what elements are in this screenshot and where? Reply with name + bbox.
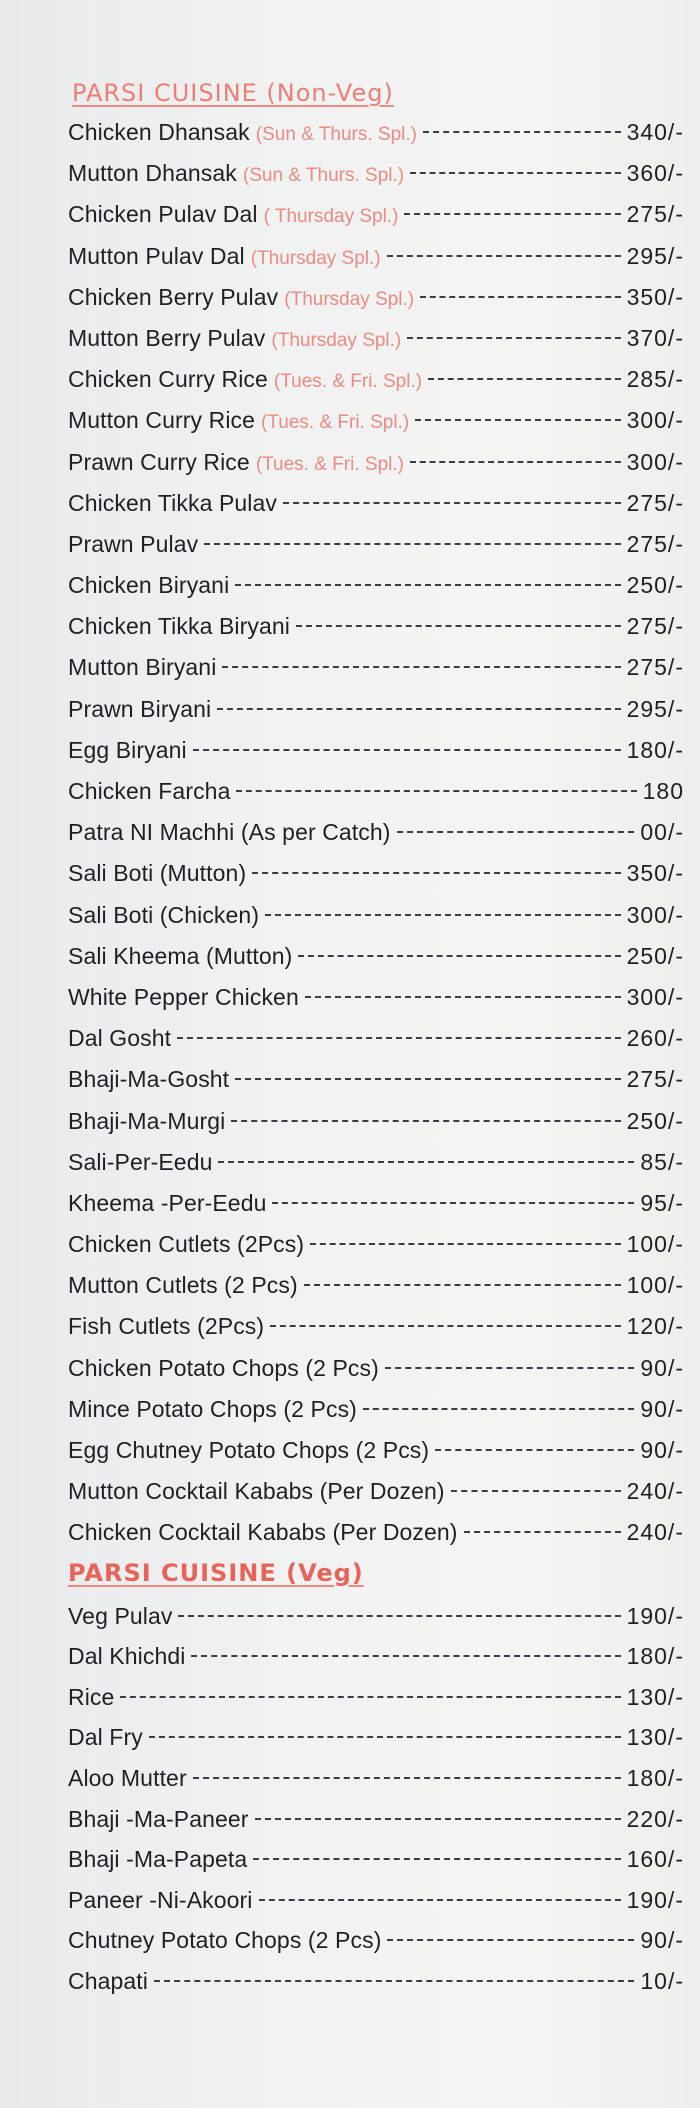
menu-item-price: 300/- bbox=[626, 901, 684, 928]
dotted-leader bbox=[193, 1777, 621, 1779]
menu-item-price: 275/- bbox=[626, 489, 684, 516]
menu-item-note: (Thursday Spl.) bbox=[271, 329, 402, 351]
menu-item-note: (Thursday Spl.) bbox=[284, 288, 415, 310]
section-title-non-veg: PARSI CUISINE (Non-Veg) bbox=[72, 79, 394, 107]
menu-item bbox=[68, 1018, 684, 1059]
menu-item bbox=[68, 977, 684, 1018]
menu-item-price: 95/- bbox=[640, 1189, 684, 1216]
menu-item-price: 180/- bbox=[626, 1764, 684, 1791]
dotted-leader bbox=[222, 666, 620, 668]
section-veg bbox=[68, 1554, 684, 2002]
menu-item-price: 190/- bbox=[626, 1602, 684, 1629]
menu-item bbox=[68, 1636, 684, 1677]
dotted-leader bbox=[231, 1120, 620, 1122]
menu-item-name: Veg Pulav bbox=[68, 1602, 173, 1629]
menu-item-price: 285/- bbox=[626, 366, 684, 393]
menu-item bbox=[68, 1677, 684, 1718]
dotted-leader bbox=[193, 749, 621, 751]
menu-item-price: 160/- bbox=[626, 1846, 684, 1873]
dotted-leader bbox=[397, 831, 635, 833]
dotted-leader bbox=[120, 1696, 620, 1698]
menu-item-price: 350/- bbox=[626, 860, 684, 887]
menu-item-name: Egg Biryani bbox=[68, 736, 187, 763]
dotted-leader bbox=[283, 502, 621, 504]
menu-item-name: Prawn Pulav bbox=[68, 530, 199, 557]
menu-item bbox=[68, 483, 684, 524]
dotted-leader bbox=[310, 1243, 620, 1245]
menu-item-name: Dal Fry bbox=[68, 1724, 143, 1751]
section-title-veg: PARSI CUISINE (Veg) bbox=[68, 1558, 364, 1587]
menu-item-price: 180/- bbox=[626, 736, 684, 763]
dotted-leader bbox=[270, 1325, 620, 1327]
dotted-leader bbox=[204, 543, 620, 545]
dotted-leader bbox=[235, 584, 620, 586]
menu-item bbox=[68, 730, 684, 771]
dotted-leader bbox=[235, 1078, 620, 1080]
dotted-leader bbox=[265, 914, 620, 916]
menu-item-name: Rice bbox=[68, 1683, 115, 1710]
dotted-leader bbox=[154, 1980, 634, 1982]
menu-item-price: 190/- bbox=[626, 1886, 684, 1913]
dotted-leader bbox=[177, 1037, 620, 1039]
menu-item-name: Prawn Biryani bbox=[68, 695, 212, 722]
menu-item-price: 130/- bbox=[626, 1683, 684, 1710]
menu-item-price: 250/- bbox=[626, 1107, 684, 1134]
menu-item-price: 295/- bbox=[626, 242, 684, 269]
menu-item-name: Mutton Berry Pulav bbox=[68, 324, 266, 351]
menu-item bbox=[68, 1839, 684, 1880]
menu-item-name: Chicken Pulav Dal bbox=[68, 201, 258, 228]
dotted-leader bbox=[191, 1655, 620, 1657]
menu-item-name: Egg Chutney Potato Chops (2 Pcs) bbox=[68, 1437, 430, 1463]
dotted-leader bbox=[218, 1161, 634, 1163]
menu-item bbox=[68, 1799, 684, 1840]
menu-item bbox=[68, 565, 684, 606]
menu-item-price: 220/- bbox=[626, 1805, 684, 1832]
menu-item bbox=[68, 236, 684, 277]
menu-item bbox=[68, 689, 684, 730]
dotted-leader bbox=[451, 1490, 621, 1492]
menu-item bbox=[68, 1758, 684, 1799]
dotted-leader bbox=[423, 131, 621, 133]
menu-item-name: Chicken Potato Chops (2 Pcs) bbox=[68, 1354, 379, 1381]
dotted-leader bbox=[363, 1408, 634, 1410]
menu-item-price: 340/- bbox=[626, 119, 684, 145]
dotted-leader bbox=[217, 708, 620, 710]
menu-item bbox=[68, 1717, 684, 1758]
menu-item-price: 240/- bbox=[626, 1478, 684, 1505]
menu-item-price: 260/- bbox=[626, 1025, 684, 1052]
menu-item-name: Paneer -Ni-Akoori bbox=[68, 1886, 253, 1913]
menu-item-name: Mutton Pulav Dal bbox=[68, 242, 245, 269]
dotted-leader bbox=[464, 1531, 621, 1533]
menu-item-name: Mutton Cutlets (2 Pcs) bbox=[68, 1272, 298, 1299]
menu-list-veg bbox=[68, 1596, 684, 2002]
dotted-leader bbox=[236, 790, 636, 792]
dotted-leader bbox=[296, 625, 621, 627]
section-non-veg bbox=[68, 74, 684, 1554]
menu-item bbox=[68, 1265, 684, 1306]
menu-item-price: 130/- bbox=[626, 1724, 684, 1751]
menu-item bbox=[68, 400, 684, 441]
menu-item bbox=[68, 442, 684, 483]
menu-item-name: Sali Boti (Mutton) bbox=[68, 860, 247, 887]
menu-item bbox=[68, 1183, 684, 1224]
dotted-leader bbox=[298, 955, 620, 957]
menu-item bbox=[68, 771, 684, 812]
menu-item bbox=[68, 318, 684, 359]
menu-item-price: 90/- bbox=[640, 1395, 684, 1422]
dotted-leader bbox=[305, 996, 621, 998]
menu-item-price: 300/- bbox=[626, 407, 684, 434]
menu-item-name: Chicken Berry Pulav bbox=[68, 283, 279, 310]
menu-item-price: 360/- bbox=[626, 160, 684, 187]
menu-item bbox=[68, 812, 684, 853]
menu-item-name: Sali Kheema (Mutton) bbox=[68, 942, 293, 969]
menu-item bbox=[68, 1224, 684, 1265]
menu-item-price: 350/- bbox=[626, 283, 684, 310]
menu-item-name: Aloo Mutter bbox=[68, 1764, 187, 1791]
menu-item-price: 275/- bbox=[626, 530, 684, 557]
menu-item-price: 00/- bbox=[640, 819, 684, 846]
menu-item-price: 10/- bbox=[640, 1967, 684, 1994]
menu-item-price: 275/- bbox=[626, 201, 684, 228]
menu-item-name: Mutton Dhansak bbox=[68, 160, 237, 187]
menu-item-price: 250/- bbox=[626, 942, 684, 969]
dotted-leader bbox=[255, 1818, 621, 1820]
menu-item-note: (Sun & Thurs. Spl.) bbox=[242, 165, 405, 187]
menu-item bbox=[68, 853, 684, 894]
dotted-leader bbox=[420, 296, 620, 298]
menu-item-name: Chicken Biryani bbox=[68, 572, 230, 599]
menu-item-price: 370/- bbox=[626, 324, 684, 351]
menu-item-price: 100/- bbox=[626, 1231, 684, 1258]
menu-item-price: 120/- bbox=[626, 1313, 684, 1340]
menu-item bbox=[68, 277, 684, 318]
menu-item-price: 300/- bbox=[626, 448, 684, 475]
menu-item-price: 90/- bbox=[640, 1354, 684, 1381]
dotted-leader bbox=[410, 172, 620, 174]
menu-item-name: Chapati bbox=[68, 1967, 148, 1994]
dotted-leader bbox=[253, 1858, 620, 1860]
menu-item-name: Bhaji -Ma-Papeta bbox=[68, 1846, 248, 1873]
dotted-leader bbox=[435, 1449, 634, 1451]
menu-item-note: (Tues. & Fri. Spl.) bbox=[255, 453, 404, 475]
menu-item bbox=[68, 606, 684, 647]
menu-item bbox=[68, 1880, 684, 1921]
menu-item bbox=[68, 936, 684, 977]
menu-item-name: Mutton Biryani bbox=[68, 654, 217, 681]
menu-item bbox=[68, 1348, 684, 1389]
menu-item bbox=[68, 895, 684, 936]
menu-item bbox=[68, 1512, 684, 1553]
menu-item bbox=[68, 194, 684, 235]
menu-item-name: Bhaji-Ma-Murgi bbox=[68, 1107, 226, 1134]
dotted-leader bbox=[387, 1939, 634, 1941]
menu-item-name: Fish Cutlets (2Pcs) bbox=[68, 1313, 265, 1340]
menu-item bbox=[68, 1306, 684, 1347]
menu-item-price: 275/- bbox=[626, 654, 684, 681]
menu-item-price: 300/- bbox=[626, 983, 684, 1010]
menu-item-name: Sali Boti (Chicken) bbox=[68, 901, 260, 928]
menu-item bbox=[68, 1389, 684, 1430]
menu-item-name: Mince Potato Chops (2 Pcs) bbox=[68, 1395, 357, 1422]
menu-item-note: (Tues. & Fri. Spl.) bbox=[261, 412, 410, 434]
menu-card bbox=[68, 70, 684, 2002]
dotted-leader bbox=[415, 419, 620, 421]
menu-item-name: Sali-Per-Eedu bbox=[68, 1148, 213, 1175]
menu-item-price: 275/- bbox=[626, 613, 684, 640]
menu-item-name: Chicken Tikka Pulav bbox=[68, 489, 277, 516]
dotted-leader bbox=[272, 1202, 634, 1204]
menu-item-note: (Tues. & Fri. Spl.) bbox=[273, 371, 423, 393]
menu-item-name: Chicken Cocktail Kababs (Per Dozen) bbox=[68, 1519, 458, 1546]
dotted-leader bbox=[387, 255, 621, 257]
menu-item-name: Chicken Curry Rice bbox=[68, 366, 268, 393]
menu-item-name: White Pepper Chicken bbox=[68, 983, 299, 1010]
menu-item bbox=[68, 1101, 684, 1142]
dotted-leader bbox=[385, 1367, 634, 1369]
menu-list-non-veg bbox=[68, 112, 684, 1554]
dotted-leader bbox=[252, 872, 620, 874]
menu-item-price: 295/- bbox=[626, 695, 684, 722]
menu-item-price: 90/- bbox=[640, 1437, 684, 1463]
menu-item-name: Chutney Potato Chops (2 Pcs) bbox=[68, 1927, 382, 1954]
dotted-leader bbox=[259, 1899, 621, 1901]
menu-item-price: 240/- bbox=[626, 1519, 684, 1546]
menu-item-price: 85/- bbox=[640, 1148, 684, 1175]
dotted-leader bbox=[428, 378, 621, 380]
menu-item bbox=[68, 1471, 684, 1512]
menu-item-name: Dal Gosht bbox=[68, 1025, 172, 1052]
menu-item bbox=[68, 1142, 684, 1183]
dotted-leader bbox=[407, 337, 620, 339]
menu-item bbox=[68, 153, 684, 194]
menu-item-name: Chicken Farcha bbox=[68, 778, 231, 804]
menu-item-price: 90/- bbox=[640, 1927, 684, 1954]
menu-item bbox=[68, 524, 684, 565]
menu-item-name: Patra NI Machhi (As per Catch) bbox=[68, 819, 391, 846]
menu-item-name: Bhaji-Ma-Gosht bbox=[68, 1066, 230, 1093]
menu-item bbox=[68, 1059, 684, 1100]
menu-item-name: Prawn Curry Rice bbox=[68, 448, 250, 475]
dotted-leader bbox=[178, 1615, 620, 1617]
menu-item bbox=[68, 1430, 684, 1471]
menu-item-price: 180 bbox=[642, 778, 684, 804]
dotted-leader bbox=[410, 461, 621, 463]
dotted-leader bbox=[404, 213, 620, 215]
menu-item-name: Dal Khichdi bbox=[68, 1643, 186, 1670]
menu-item bbox=[68, 112, 684, 153]
menu-item-name: Bhaji -Ma-Paneer bbox=[68, 1805, 249, 1832]
menu-item-name: Chicken Dhansak bbox=[68, 119, 250, 145]
menu-item bbox=[68, 647, 684, 688]
menu-item-price: 180/- bbox=[626, 1643, 684, 1670]
menu-item bbox=[68, 1920, 684, 1961]
dotted-leader bbox=[304, 1284, 621, 1286]
menu-item-note: ( Thursday Spl.) bbox=[263, 206, 399, 228]
menu-item-price: 275/- bbox=[626, 1066, 684, 1093]
menu-item-price: 250/- bbox=[626, 572, 684, 599]
menu-item bbox=[68, 1596, 684, 1637]
menu-item bbox=[68, 359, 684, 400]
menu-item bbox=[68, 1961, 684, 2002]
menu-item-note: (Thursday Spl.) bbox=[250, 247, 381, 269]
menu-item-name: Mutton Curry Rice bbox=[68, 407, 256, 434]
menu-item-name: Mutton Cocktail Kababs (Per Dozen) bbox=[68, 1478, 445, 1505]
menu-item-price: 100/- bbox=[626, 1272, 684, 1299]
menu-item-note: (Sun & Thurs. Spl.) bbox=[255, 124, 417, 145]
menu-item-name: Kheema -Per-Eedu bbox=[68, 1189, 267, 1216]
dotted-leader bbox=[149, 1736, 621, 1738]
menu-item-name: Chicken Tikka Biryani bbox=[68, 613, 290, 640]
menu-item-name: Chicken Cutlets (2Pcs) bbox=[68, 1231, 305, 1258]
